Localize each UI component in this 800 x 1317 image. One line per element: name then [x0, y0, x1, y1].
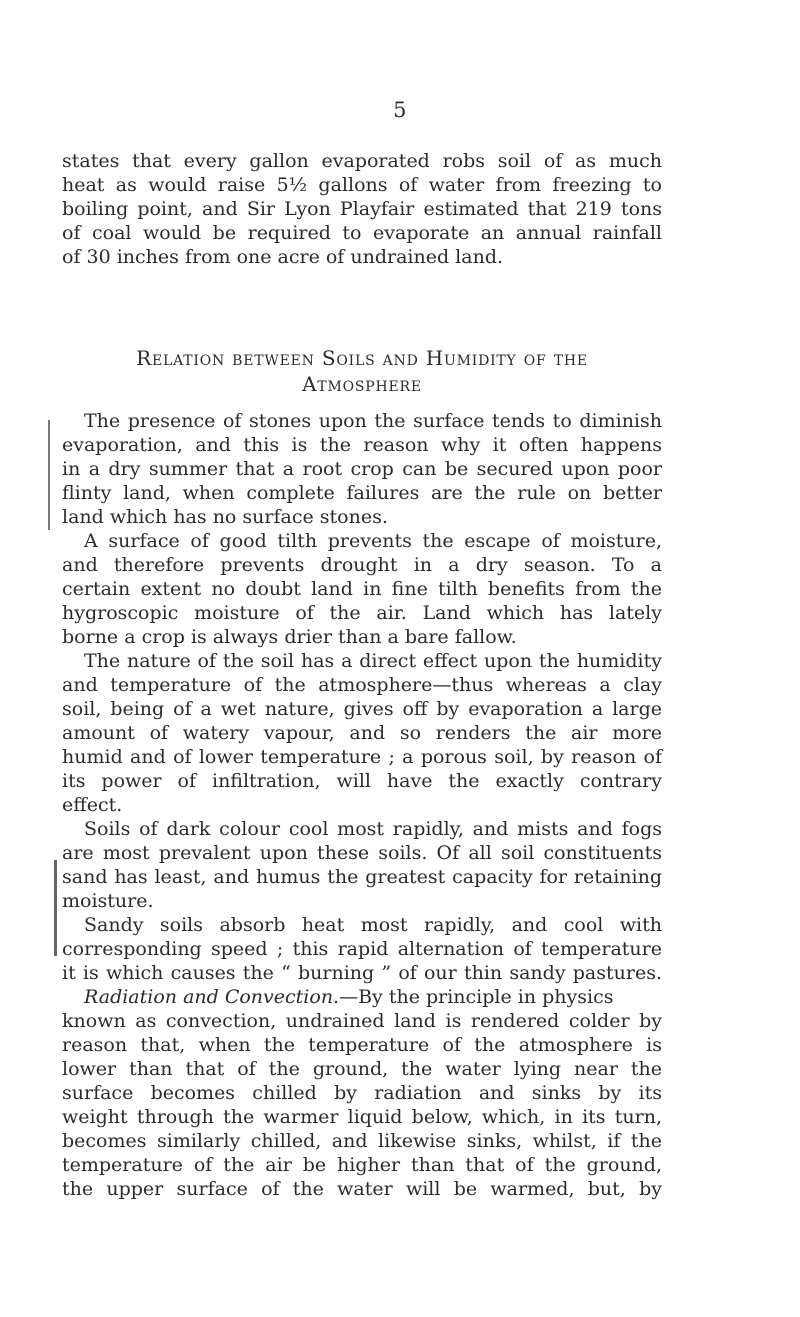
text-line: weight through the warmer liquid below, which, in its turn,	[62, 1106, 662, 1128]
text-line: the upper surface of the water will be warmed, but, by	[62, 1178, 662, 1200]
text-line: corresponding speed ; this rapid alternation of temperature	[62, 938, 662, 960]
text-line: temperature of the air be higher than that of the ground,	[62, 1154, 662, 1176]
text-line: known as convection, undrained land is rendered colder by	[62, 1010, 662, 1032]
text-line: reason that, when the temperature of the atmosphere is	[62, 1034, 662, 1056]
text-line: amount of watery vapour, and so renders the air more	[62, 722, 662, 744]
text-line	[62, 985, 662, 1009]
text-line: becomes similarly chilled, and likewise sinks, whilst, if the	[62, 1130, 662, 1152]
page-number: 5	[393, 98, 407, 122]
text-line: surface becomes chilled by radiation and sinks by its	[62, 1082, 662, 1104]
text-line: land which has no surface stones.	[62, 506, 388, 528]
margin-mark	[54, 860, 57, 956]
text-line: states that every gallon evaporated robs soil of as much	[62, 150, 662, 172]
text-line: of 30 inches from one acre of undrained land.	[62, 246, 504, 268]
text-line: A surface of good tilth prevents the escape of moisture,	[84, 530, 662, 552]
text-line: heat as would raise 5½ gallons of water from freezing to	[62, 174, 662, 196]
text-line: of coal would be required to evaporate an annual rainfall	[62, 222, 662, 244]
intro-paragraph	[62, 149, 662, 269]
text-line: certain extent no doubt land in fine tilth benefits from the	[62, 578, 662, 600]
text-line: flinty land, when complete failures are the rule on better	[62, 482, 662, 504]
text-line: lower than that of the ground, the water lying near the	[62, 1058, 662, 1080]
section-heading	[62, 345, 662, 397]
text-line: soil, being of a wet nature, gives off by evaporation a large	[62, 698, 662, 720]
heading-line: Atmosphere	[302, 372, 422, 396]
text-line: hygroscopic moisture of the air. Land which has lately	[62, 602, 662, 624]
text-line: effect.	[62, 794, 123, 816]
text-run: —By the principle in physics	[339, 986, 614, 1008]
italic-subheading: Radiation and Convection.	[84, 986, 340, 1008]
text-line: it is which causes the “ burning ” of our thin sandy pastures.	[62, 962, 662, 984]
text-line: The nature of the soil has a direct effect upon the humidity	[84, 650, 662, 672]
text-line: humid and of lower temperature ; a porous soil, by reason of	[62, 746, 662, 768]
body-text	[62, 409, 662, 1201]
text-line: Sandy soils absorb heat most rapidly, and cool with	[84, 914, 662, 936]
text-line: in a dry summer that a root crop can be secured upon poor	[62, 458, 662, 480]
text-line: The presence of stones upon the surface tends to diminish	[84, 410, 662, 432]
text-line: evaporation, and this is the reason why it often happens	[62, 434, 662, 456]
text-line: are most prevalent upon these soils. Of all soil constituents	[62, 842, 662, 864]
margin-mark	[48, 420, 50, 530]
heading-line: Relation between Soils and Humidity of the	[136, 346, 588, 370]
text-line: its power of infiltration, will have the exactly contrary	[62, 770, 662, 792]
text-line: and therefore prevents drought in a dry season. To a	[62, 554, 662, 576]
text-line: sand has least, and humus the greatest capacity for retaining	[62, 866, 662, 888]
text-line: and temperature of the atmosphere—thus whereas a clay	[62, 674, 662, 696]
text-line: boiling point, and Sir Lyon Playfair estimated that 219 tons	[62, 198, 662, 220]
text-line: Soils of dark colour cool most rapidly, and mists and fogs	[84, 818, 662, 840]
text-line: borne a crop is always drier than a bare fallow.	[62, 626, 517, 648]
text-line: moisture.	[62, 890, 154, 912]
